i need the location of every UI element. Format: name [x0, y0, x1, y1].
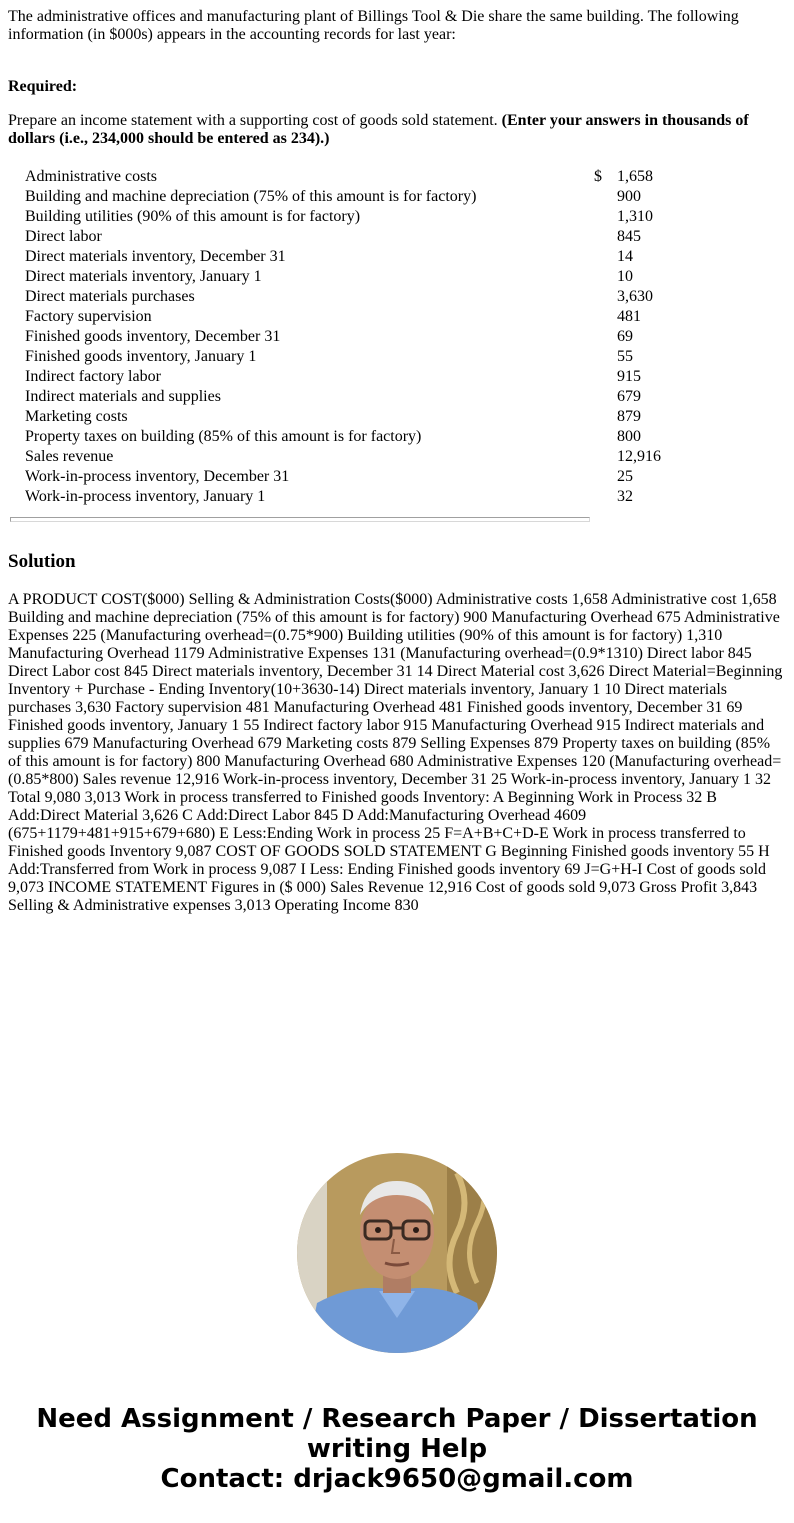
author-portrait-image	[297, 1153, 497, 1353]
row-label: Work-in-process inventory, December 31	[25, 468, 290, 485]
table-row	[8, 207, 661, 227]
currency-symbol	[594, 367, 617, 387]
table-row	[8, 187, 661, 207]
row-label: Factory supervision	[25, 308, 152, 325]
table-row	[8, 227, 661, 247]
author-photo	[297, 1153, 497, 1353]
row-value: 900	[617, 188, 641, 205]
contact-banner-line1: Need Assignment / Research Paper / Dissertation writing Help	[36, 1404, 758, 1464]
row-value: 69	[617, 328, 633, 345]
currency-symbol	[594, 307, 617, 327]
row-label: Indirect factory labor	[25, 368, 161, 385]
currency-symbol	[594, 447, 617, 467]
solution-text: A PRODUCT COST($000) Selling & Administration Costs($000) Administrative costs 1,658 Administrative cost 1,658 Building and machine depreciation (75% of this amount is for factory) 900 Manufacturing Overhead 675 Administrative Expenses 225 (Manufacturing overhead=(0.75*900) Building utilities (90% of this amount is for factory) 1,310 Manufacturing Overhead 1179 Administrative Expenses 131 (Manufacturing overhead=(0.9*1310) Direct labor 845 Direct Labor cost 845 Direct materials inventory, December 31 14 Direct Material cost 3,626 Direct Material=Beginning Inventory + Purchase - Ending Inventory(10+3630-14) Direct materials inventory, January 1 10 Direct materials purchases 3,630 Factory supervision 481 Manufacturing Overhead 481 Finished goods inventory, December 31 69 Finished goods inventory, January 1 55 Indirect factory labor 915 Manufacturing Overhead 915 Indirect materials and supplies 679 Manufacturing Overhead 679 Marketing costs 879 Selling Expenses 879 Property taxes on building (85% of this amount is for factory) 800 Manufacturing Overhead 680 Administrative Expenses 120 (Manufacturing overhead=(0.85*800) Sales revenue 12,916 Work-in-process inventory, December 31 25 Work-in-process inventory, January 1 32 Total 9,080 3,013 Work in process transferred to Finished goods Inventory: A Beginning Work in Process 32 B Add:Direct Material 3,626 C Add:Direct Labor 845 D Add:Manufacturing Overhead 4609 (675+1179+481+915+679+680) E Less:Ending Work in process 25 F=A+B+C+D-E Work in process transferred to Finished goods Inventory 9,087 COST OF GOODS SOLD STATEMENT G Beginning Finished goods inventory 55 H Add:Transferred from Work in process 9,087 I Less: Ending Finished goods inventory 69 J=G+H-I Cost of goods sold 9,073 INCOME STATEMENT Figures in ($ 000) Sales Revenue 12,916 Cost of goods sold 9,073 Gross Profit 3,843 Selling & Administrative expenses 3,013 Operating Income 830	[8, 591, 783, 914]
required-label: Required:	[8, 78, 78, 95]
row-value: 879	[617, 408, 641, 425]
table-row	[8, 447, 661, 467]
currency-symbol	[594, 347, 617, 367]
document-body	[8, 8, 786, 915]
table-row	[8, 427, 661, 447]
row-value: 10	[617, 268, 633, 285]
currency-symbol	[594, 327, 617, 347]
currency-symbol	[594, 407, 617, 427]
row-label: Property taxes on building (85% of this amount is for factory)	[25, 428, 422, 445]
row-label: Direct materials inventory, January 1	[25, 268, 262, 285]
row-label: Finished goods inventory, December 31	[25, 328, 281, 345]
table-row	[8, 387, 661, 407]
table-bottom-rule	[10, 517, 590, 522]
row-value: 1,658	[617, 168, 653, 185]
table-row	[8, 487, 661, 507]
row-value: 845	[617, 228, 641, 245]
table-row	[8, 167, 661, 187]
currency-symbol	[594, 427, 617, 447]
row-value: 55	[617, 348, 633, 365]
currency-symbol	[594, 227, 617, 247]
row-value: 800	[617, 428, 641, 445]
row-label: Marketing costs	[25, 408, 128, 425]
row-value: 679	[617, 388, 641, 405]
row-value: 3,630	[617, 288, 653, 305]
contact-banner	[0, 1404, 794, 1494]
currency-symbol	[594, 247, 617, 267]
currency-symbol	[594, 387, 617, 407]
currency-symbol: $	[594, 168, 602, 185]
currency-symbol	[594, 487, 617, 507]
row-label: Indirect materials and supplies	[25, 388, 221, 405]
row-value: 915	[617, 368, 641, 385]
table-row	[8, 327, 661, 347]
accounting-data-table	[8, 167, 661, 507]
row-label: Direct materials inventory, December 31	[25, 248, 286, 265]
currency-symbol	[594, 187, 617, 207]
row-value: 12,916	[617, 448, 661, 465]
row-label: Building and machine depreciation (75% of this amount is for factory)	[25, 188, 477, 205]
intro-paragraph: The administrative offices and manufacturing plant of Billings Tool & Die share the same building. The following information (in $000s) appears in the accounting records for last year:	[8, 8, 739, 43]
instruction-bold-text: (Enter your answers in thousands of dollars (i.e., 234,000 should be entered as 234).)	[8, 112, 749, 147]
table-row	[8, 367, 661, 387]
currency-symbol	[594, 207, 617, 227]
row-label: Direct materials purchases	[25, 288, 195, 305]
row-label: Administrative costs	[25, 168, 157, 185]
table-row	[8, 287, 661, 307]
table-row	[8, 407, 661, 427]
table-row	[8, 467, 661, 487]
table-row	[8, 347, 661, 367]
row-label: Work-in-process inventory, January 1	[25, 488, 266, 505]
currency-symbol	[594, 267, 617, 287]
solution-heading: Solution	[8, 551, 76, 572]
row-label: Sales revenue	[25, 448, 114, 465]
contact-banner-email: Contact: drjack9650@gmail.com	[160, 1464, 634, 1494]
instruction-text: Prepare an income statement with a supporting cost of goods sold statement.	[8, 112, 498, 129]
row-label: Building utilities (90% of this amount is for factory)	[25, 208, 361, 225]
table-row	[8, 307, 661, 327]
table-row	[8, 267, 661, 287]
currency-symbol	[594, 287, 617, 307]
row-value: 481	[617, 308, 641, 325]
row-value: 32	[617, 488, 633, 505]
row-label: Finished goods inventory, January 1	[25, 348, 257, 365]
row-label: Direct labor	[25, 228, 102, 245]
row-value: 14	[617, 248, 633, 265]
instruction-paragraph	[8, 112, 786, 148]
row-value: 1,310	[617, 208, 653, 225]
table-row	[8, 247, 661, 267]
row-value: 25	[617, 468, 633, 485]
currency-symbol	[594, 467, 617, 487]
